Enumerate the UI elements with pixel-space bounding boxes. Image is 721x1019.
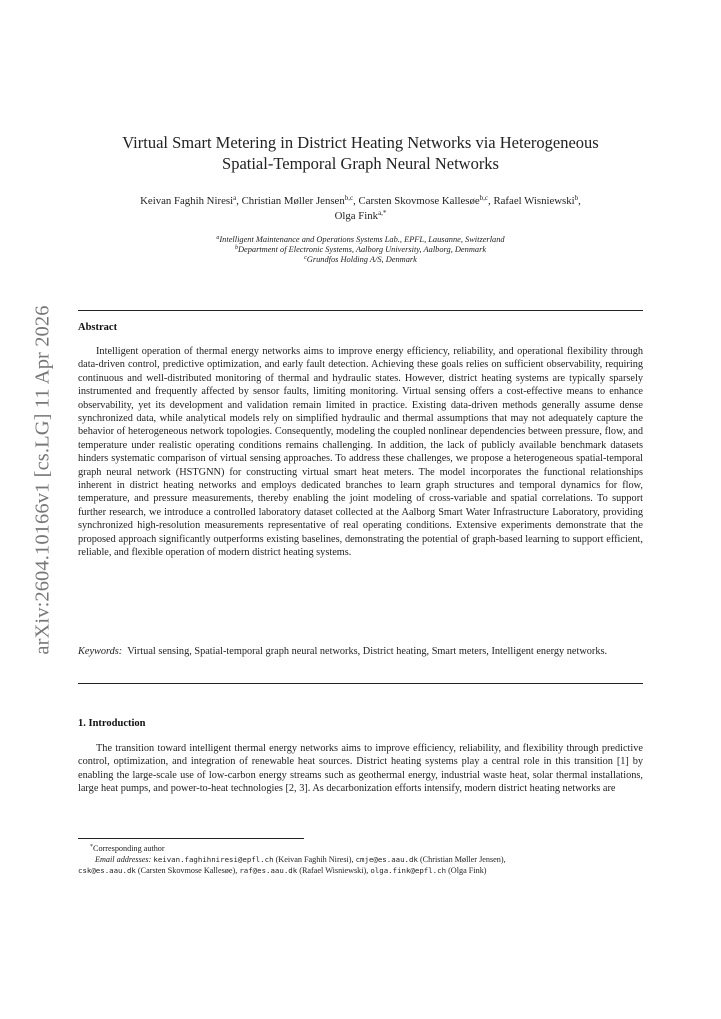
email-link[interactable]: raf@es.aau.dk xyxy=(239,866,298,875)
author-affiliation-mark: b,c xyxy=(479,194,489,202)
footnote-email-line-1 xyxy=(95,854,675,865)
affiliation-mark: a xyxy=(216,235,220,241)
email-owner: (Olga Fink) xyxy=(448,866,487,875)
affiliation-b xyxy=(78,245,643,256)
abstract-top-rule xyxy=(78,310,643,311)
introduction-body: The transition toward intelligent thermal energy networks aims to improve efficiency, reliability, and flexibility through predictive control, optimization, and integration of renewable heat sources. District heating systems play a central role in this transition [1] by enabling the large-scale use of low-carbon energy streams such as geothermal energy, industrial waste heat, solar thermal installations, large heat pumps, and power-to-heat technologies [2, 3]. As decarbonization efforts intensify, modern district heating networks are xyxy=(78,743,643,795)
author-list-line-1 xyxy=(78,194,643,209)
author-separator: , xyxy=(353,195,359,207)
email-link[interactable]: csk@es.aau.dk xyxy=(78,866,136,875)
email-link[interactable]: cmje@es.aau.dk xyxy=(355,855,418,864)
author-separator: , xyxy=(578,195,581,207)
affiliation-text: Department of Electronic Systems, Aalborg University, Aalborg, Denmark xyxy=(237,245,487,254)
author-name: Christian Møller Jensen xyxy=(241,195,345,207)
author-affiliation-mark: a,* xyxy=(378,209,387,217)
email-owner: (Rafael Wisniewski), xyxy=(299,866,369,875)
footnote-corresponding-author xyxy=(90,843,670,854)
email-owner: (Christian Møller Jensen), xyxy=(419,855,506,864)
author-separator: , xyxy=(488,195,494,207)
email-link[interactable]: keivan.faghihniresi@epfl.ch xyxy=(153,855,274,864)
email-owner: (Carsten Skovmose Kallesøe), xyxy=(137,866,238,875)
author-affiliation-mark: b xyxy=(574,194,579,202)
affiliation-mark: c xyxy=(304,255,307,261)
author-name: Rafael Wisniewski xyxy=(493,195,575,207)
abstract-heading: Abstract xyxy=(78,322,118,333)
email-link[interactable]: olga.fink@epfl.ch xyxy=(370,866,447,875)
abstract-bottom-rule xyxy=(78,683,643,684)
arxiv-identifier-stamp xyxy=(23,290,63,670)
email-label: Email addresses: xyxy=(95,855,152,864)
affiliation-mark: b xyxy=(234,245,238,251)
section-heading-introduction: 1. Introduction xyxy=(78,718,146,729)
keywords-text: Virtual sensing, Spatial-temporal graph neural networks, District heating, Smart meters, Intelligent energy networks. xyxy=(127,646,608,657)
author-name: Olga Fink xyxy=(334,210,379,222)
affiliation-text: Intelligent Maintenance and Operations Systems Lab., EPFL, Lausanne, Switzerland xyxy=(219,235,505,244)
paper-title-line-1: Virtual Smart Metering in District Heating Networks via Heterogeneous xyxy=(122,133,599,152)
affiliation-a xyxy=(78,235,643,246)
paper-title-line-2: Spatial-Temporal Graph Neural Networks xyxy=(222,154,499,173)
abstract-body: Intelligent operation of thermal energy networks aims to improve energy efficiency, reliability, and operational flexibility through data-driven control, predictive optimization, and early fault detection. Achieving these goals relies on sufficient observability, requiring continuous and well-distributed monitoring of thermal and hydraulic states. However, district heating systems are typically sparsely instrumented and frequently affected by sensor faults, limiting monitoring. Virtual sensing offers a cost-effective means to enhance observability, yet its development and validation remain limited in practice. Existing data-driven methods generally assume dense synchronized data, while analytical models rely on simplified hydraulic and thermal assumptions that may not adequately capture the behavior of heterogeneous network topologies. Consequently, modeling the coupled nonlinear dependencies between pressure, flow, and temperature under realistic operating conditions remains challenging. In addition, the lack of publicly available benchmark datasets hinders systematic comparison of virtual sensing approaches. To address these challenges, we propose a heterogeneous spatial-temporal graph neural network (HSTGNN) for constructing virtual smart heat meters. The model incorporates the functional relationships inherent in district heating networks and employs dedicated branches to learn graph structures and temporal dynamics for flow, temperature, and pressure measurements, thereby enabling the joint modeling of cross-variable and spatial correlations. To support further research, we introduce a controlled laboratory dataset collected at the Aalborg Smart Water Infrastructure Laboratory, providing synchronized high-resolution measurements representative of real operating conditions. Extensive experiments demonstrate that the proposed approach significantly outperforms existing baselines, demonstrating the potential of graph-based learning to support efficient, reliable, and flexible operation of modern district heating systems. xyxy=(78,346,643,559)
keywords-block xyxy=(78,645,643,658)
affiliation-c xyxy=(78,255,643,266)
keywords-label: Keywords: xyxy=(78,646,123,657)
author-list-line-2 xyxy=(78,209,643,224)
footnote-mark: * xyxy=(90,844,93,850)
footnote-text: Corresponding author xyxy=(93,844,165,853)
affiliation-text: Grundfos Holding A/S, Denmark xyxy=(306,255,417,264)
email-owner: (Keivan Faghih Niresi), xyxy=(275,855,354,864)
author-name: Carsten Skovmose Kallesøe xyxy=(358,195,480,207)
arxiv-stamp-text: arXiv:2604.10166v1 [cs.LG] 11 Apr 2026 xyxy=(31,305,54,655)
author-affiliation-mark: a xyxy=(233,194,237,202)
footnote-email-line-2 xyxy=(78,865,658,876)
author-affiliation-mark: b,c xyxy=(344,194,354,202)
author-separator: , xyxy=(236,195,242,207)
footnote-rule xyxy=(78,838,304,839)
author-name: Keivan Faghih Niresi xyxy=(140,195,234,207)
